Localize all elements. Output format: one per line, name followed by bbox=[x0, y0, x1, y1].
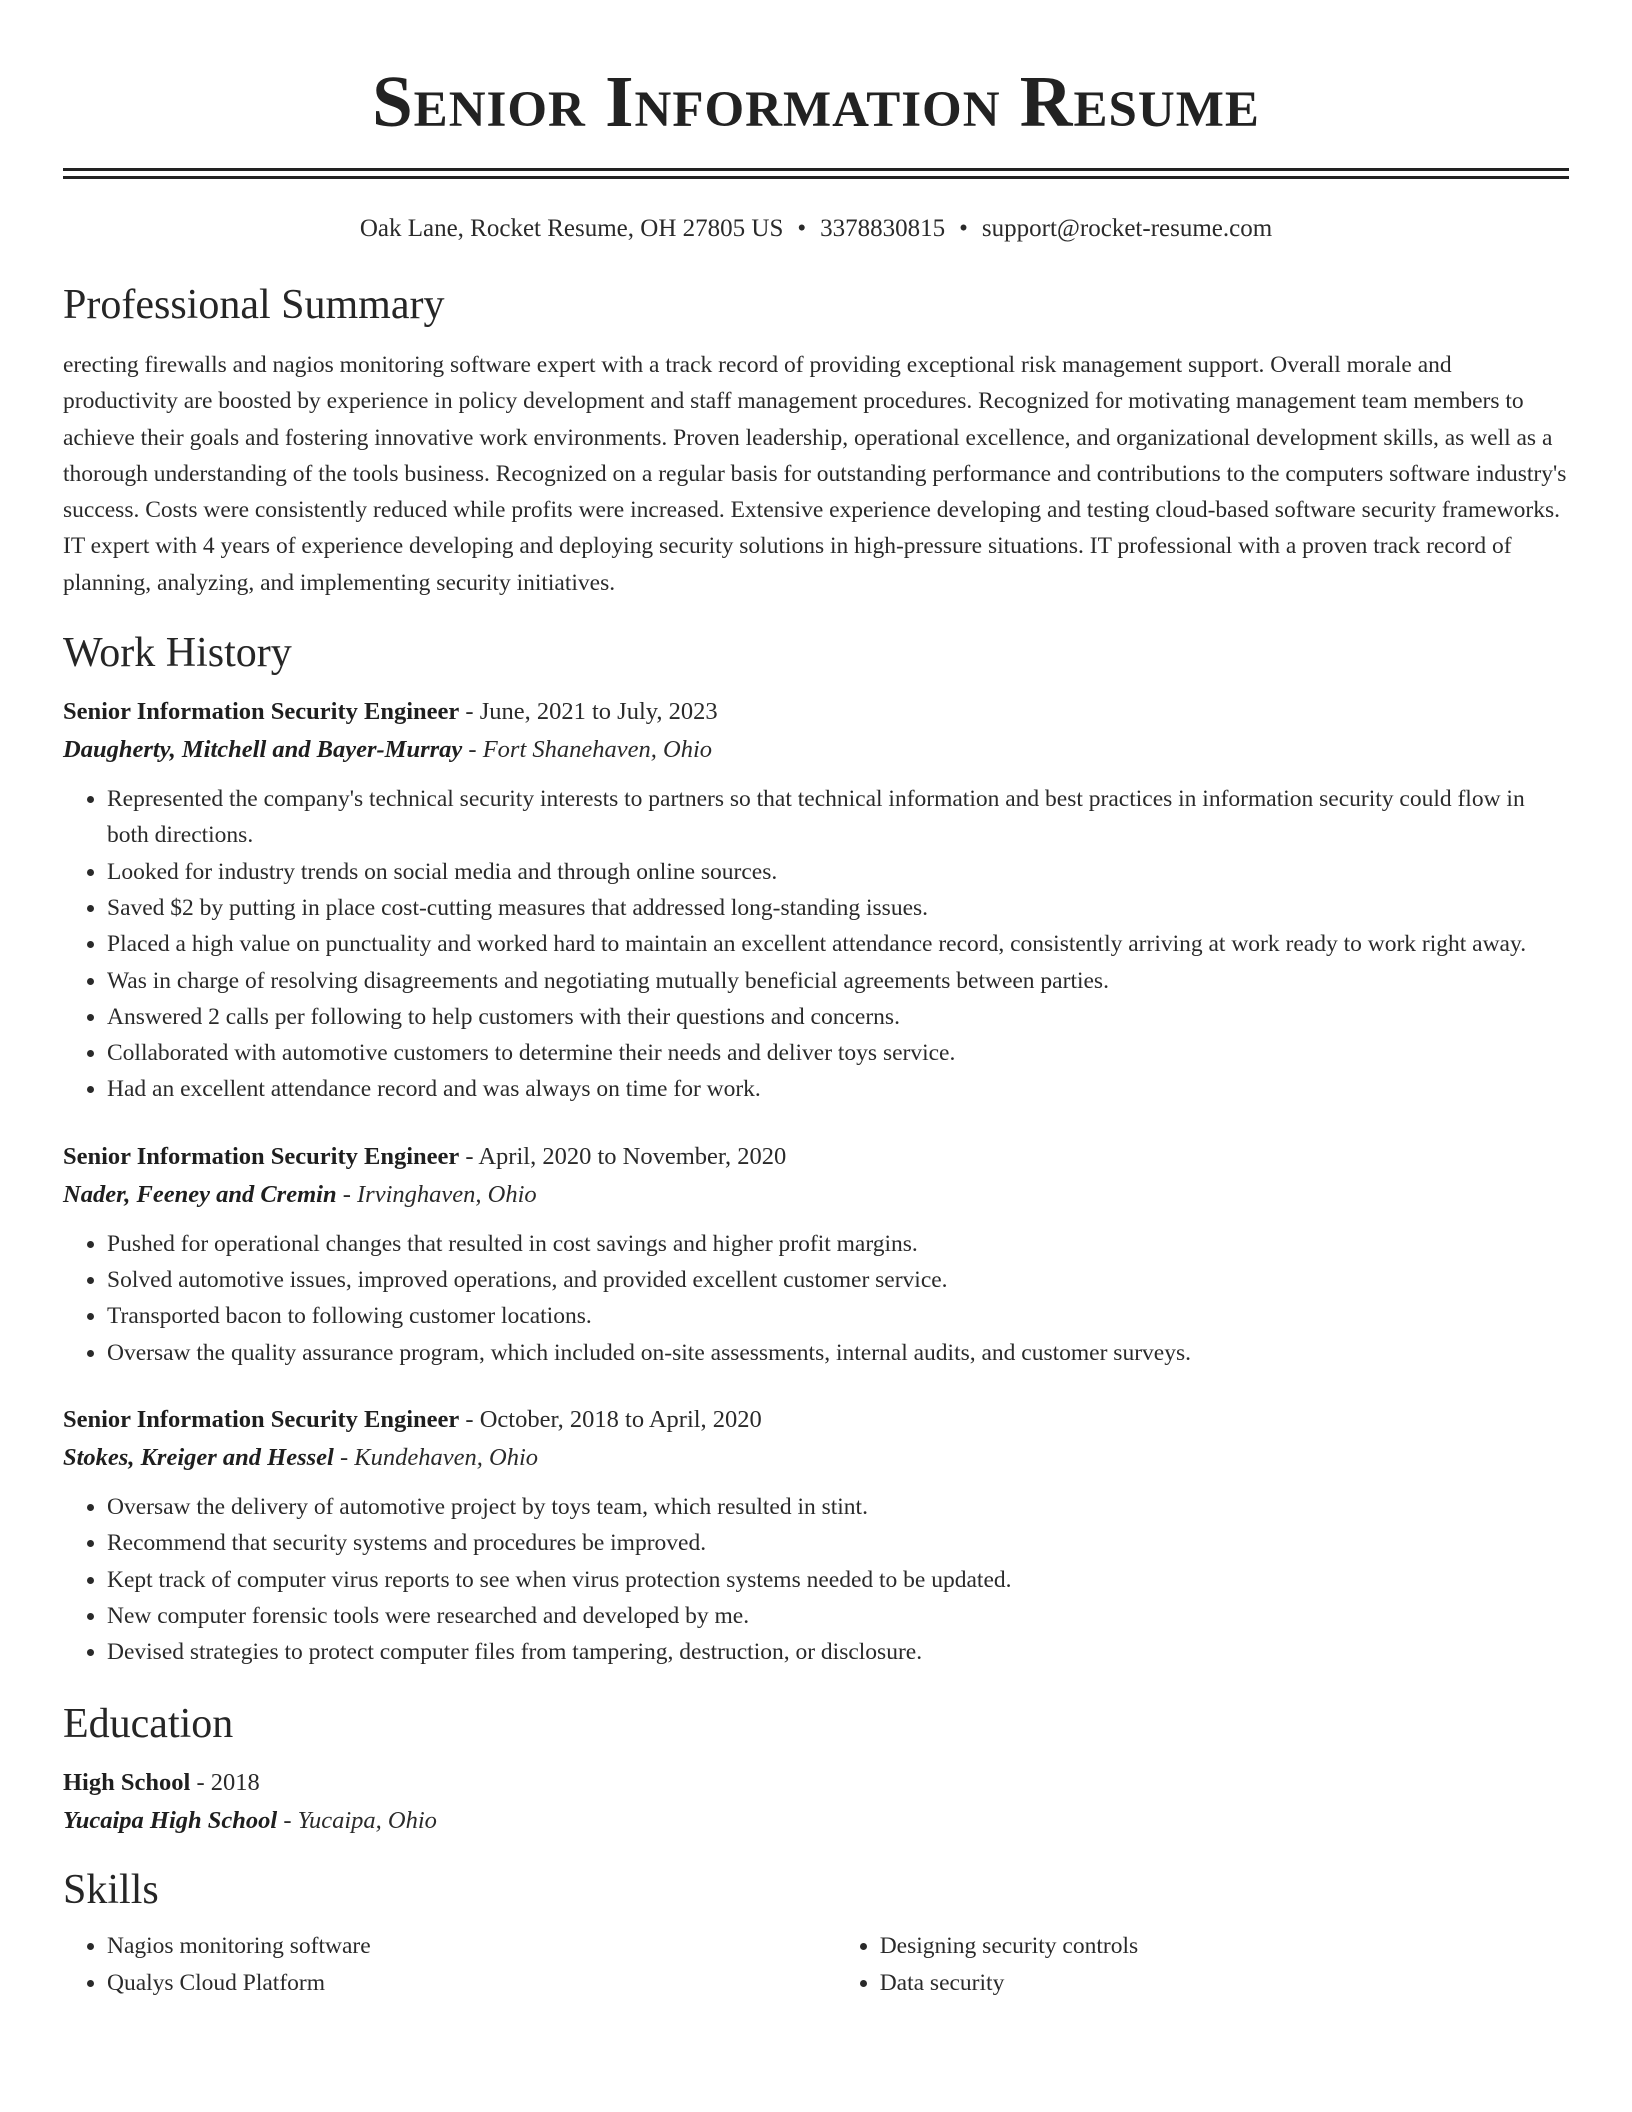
job-dates: - June, 2021 to July, 2023 bbox=[459, 698, 718, 726]
job-entry bbox=[63, 1401, 1569, 1670]
job-bullets bbox=[63, 1489, 1569, 1670]
job-title-line bbox=[63, 1138, 1569, 1176]
job-bullet: • New computer forensic tools were researched and developed by me. bbox=[107, 1598, 1569, 1634]
job-location: - Kundehaven, Ohio bbox=[333, 1443, 538, 1471]
skills-column-right bbox=[836, 1928, 1569, 2001]
job-bullet: • Oversaw the delivery of automotive project by toys team, which resulted in stint. bbox=[107, 1489, 1569, 1525]
education-degree: High School bbox=[63, 1769, 191, 1797]
job-title: Senior Information Security Engineer bbox=[63, 698, 460, 726]
job-bullet: • Devised strategies to protect computer files from tampering, destruction, or disclosure. bbox=[107, 1634, 1569, 1670]
job-title-line bbox=[63, 693, 1569, 731]
job-bullets bbox=[63, 781, 1569, 1108]
job-company-line bbox=[63, 731, 1569, 769]
job-bullet: • Oversaw the quality assurance program, which included on-site assessments, internal audits, and customer surveys. bbox=[107, 1335, 1569, 1371]
job-bullet: • Solved automotive issues, improved operations, and provided excellent customer service. bbox=[107, 1262, 1569, 1298]
skill-item: • Data security bbox=[880, 1965, 1569, 2001]
job-title: Senior Information Security Engineer bbox=[63, 1142, 460, 1170]
contact-address: Oak Lane, Rocket Resume, OH 27805 US bbox=[359, 215, 784, 242]
education-entry bbox=[63, 1764, 1569, 1840]
contact-separator: • bbox=[959, 215, 968, 242]
skill-item: • Designing security controls bbox=[880, 1928, 1569, 1964]
job-bullet: • Had an excellent attendance record and was always on time for work. bbox=[107, 1071, 1569, 1107]
skills-heading: Skills bbox=[63, 1867, 159, 1914]
skill-item: • Nagios monitoring software bbox=[107, 1928, 836, 1964]
job-dates: - April, 2020 to November, 2020 bbox=[459, 1142, 787, 1170]
job-title: Senior Information Security Engineer bbox=[63, 1405, 460, 1433]
title-divider bbox=[63, 168, 1569, 179]
resume-title: Senior Information Resume bbox=[372, 61, 1260, 142]
job-bullet: • Looked for industry trends on social media and through online sources. bbox=[107, 854, 1569, 890]
job-bullet: • Was in charge of resolving disagreements and negotiating mutually beneficial agreements between parties. bbox=[107, 963, 1569, 999]
education-school-line bbox=[63, 1802, 1569, 1840]
job-entry bbox=[63, 693, 1569, 1108]
contact-email[interactable]: support@rocket-resume.com bbox=[981, 215, 1273, 242]
job-bullet: • Transported bacon to following customer locations. bbox=[107, 1298, 1569, 1334]
job-bullets bbox=[63, 1226, 1569, 1371]
job-bullet: • Placed a high value on punctuality and worked hard to maintain an excellent attendance record, consistently arriving at work ready to work right away. bbox=[107, 926, 1569, 962]
job-company-line bbox=[63, 1439, 1569, 1477]
job-bullet: • Represented the company's technical security interests to partners so that technical information and best practices in information security could flow in both directions. bbox=[107, 781, 1569, 854]
summary-text: erecting firewalls and nagios monitoring software expert with a track record of providing exceptional risk management support. Overall morale and productivity are boosted by experience in policy development and staff management procedures. Recognized for motivating management team members to achieve their goals and fostering innovative work environments. Proven leadership, operational excellence, and organizational development skills, as well as a thorough understanding of the tools business. Recognized on a regular basis for outstanding performance and contributions to the computers software industry's success. Costs were consistently reduced while profits were increased. Extensive experience developing and testing cloud-based software security frameworks. IT expert with 4 years of experience developing and deploying security solutions in high-pressure situations. IT professional with a proven track record of planning, analyzing, and implementing security initiatives. bbox=[63, 352, 1567, 596]
job-bullet: • Saved $2 by putting in place cost-cutting measures that addressed long-standing issues. bbox=[107, 890, 1569, 926]
job-company: Nader, Feeney and Cremin bbox=[63, 1180, 337, 1208]
job-bullet: • Answered 2 calls per following to help customers with their questions and concerns. bbox=[107, 999, 1569, 1035]
contact-separator: • bbox=[797, 215, 807, 242]
education-location: - Yucaipa, Ohio bbox=[277, 1807, 437, 1835]
job-company-line bbox=[63, 1176, 1569, 1214]
skill-item: • Qualys Cloud Platform bbox=[107, 1965, 836, 2001]
job-bullet: • Recommend that security systems and procedures be improved. bbox=[107, 1525, 1569, 1561]
job-location: - Irvinghaven, Ohio bbox=[336, 1180, 537, 1208]
contact-line bbox=[63, 213, 1569, 245]
education-year: - 2018 bbox=[190, 1769, 260, 1797]
job-bullet: • Pushed for operational changes that resulted in cost savings and higher profit margins. bbox=[107, 1226, 1569, 1262]
job-entry bbox=[63, 1138, 1569, 1371]
education-school: Yucaipa High School bbox=[63, 1807, 278, 1835]
job-title-line bbox=[63, 1401, 1569, 1439]
job-bullet: • Kept track of computer virus reports to see when virus protection systems needed to be updated. bbox=[107, 1562, 1569, 1598]
job-dates: - October, 2018 to April, 2020 bbox=[459, 1405, 762, 1433]
work-history-heading: Work History bbox=[63, 630, 292, 677]
education-degree-line bbox=[63, 1764, 1569, 1802]
summary-heading: Professional Summary bbox=[63, 282, 445, 328]
job-location: - Fort Shanehaven, Ohio bbox=[462, 736, 712, 764]
job-company: Stokes, Kreiger and Hessel bbox=[63, 1443, 334, 1471]
job-bullet: • Collaborated with automotive customers to determine their needs and deliver toys service. bbox=[107, 1035, 1569, 1071]
skills-column-left bbox=[63, 1928, 836, 2001]
skills-list bbox=[63, 1928, 1569, 2001]
job-company: Daugherty, Mitchell and Bayer-Murray bbox=[63, 736, 463, 764]
education-heading: Education bbox=[63, 1701, 234, 1748]
contact-phone: 3378830815 bbox=[820, 215, 946, 242]
